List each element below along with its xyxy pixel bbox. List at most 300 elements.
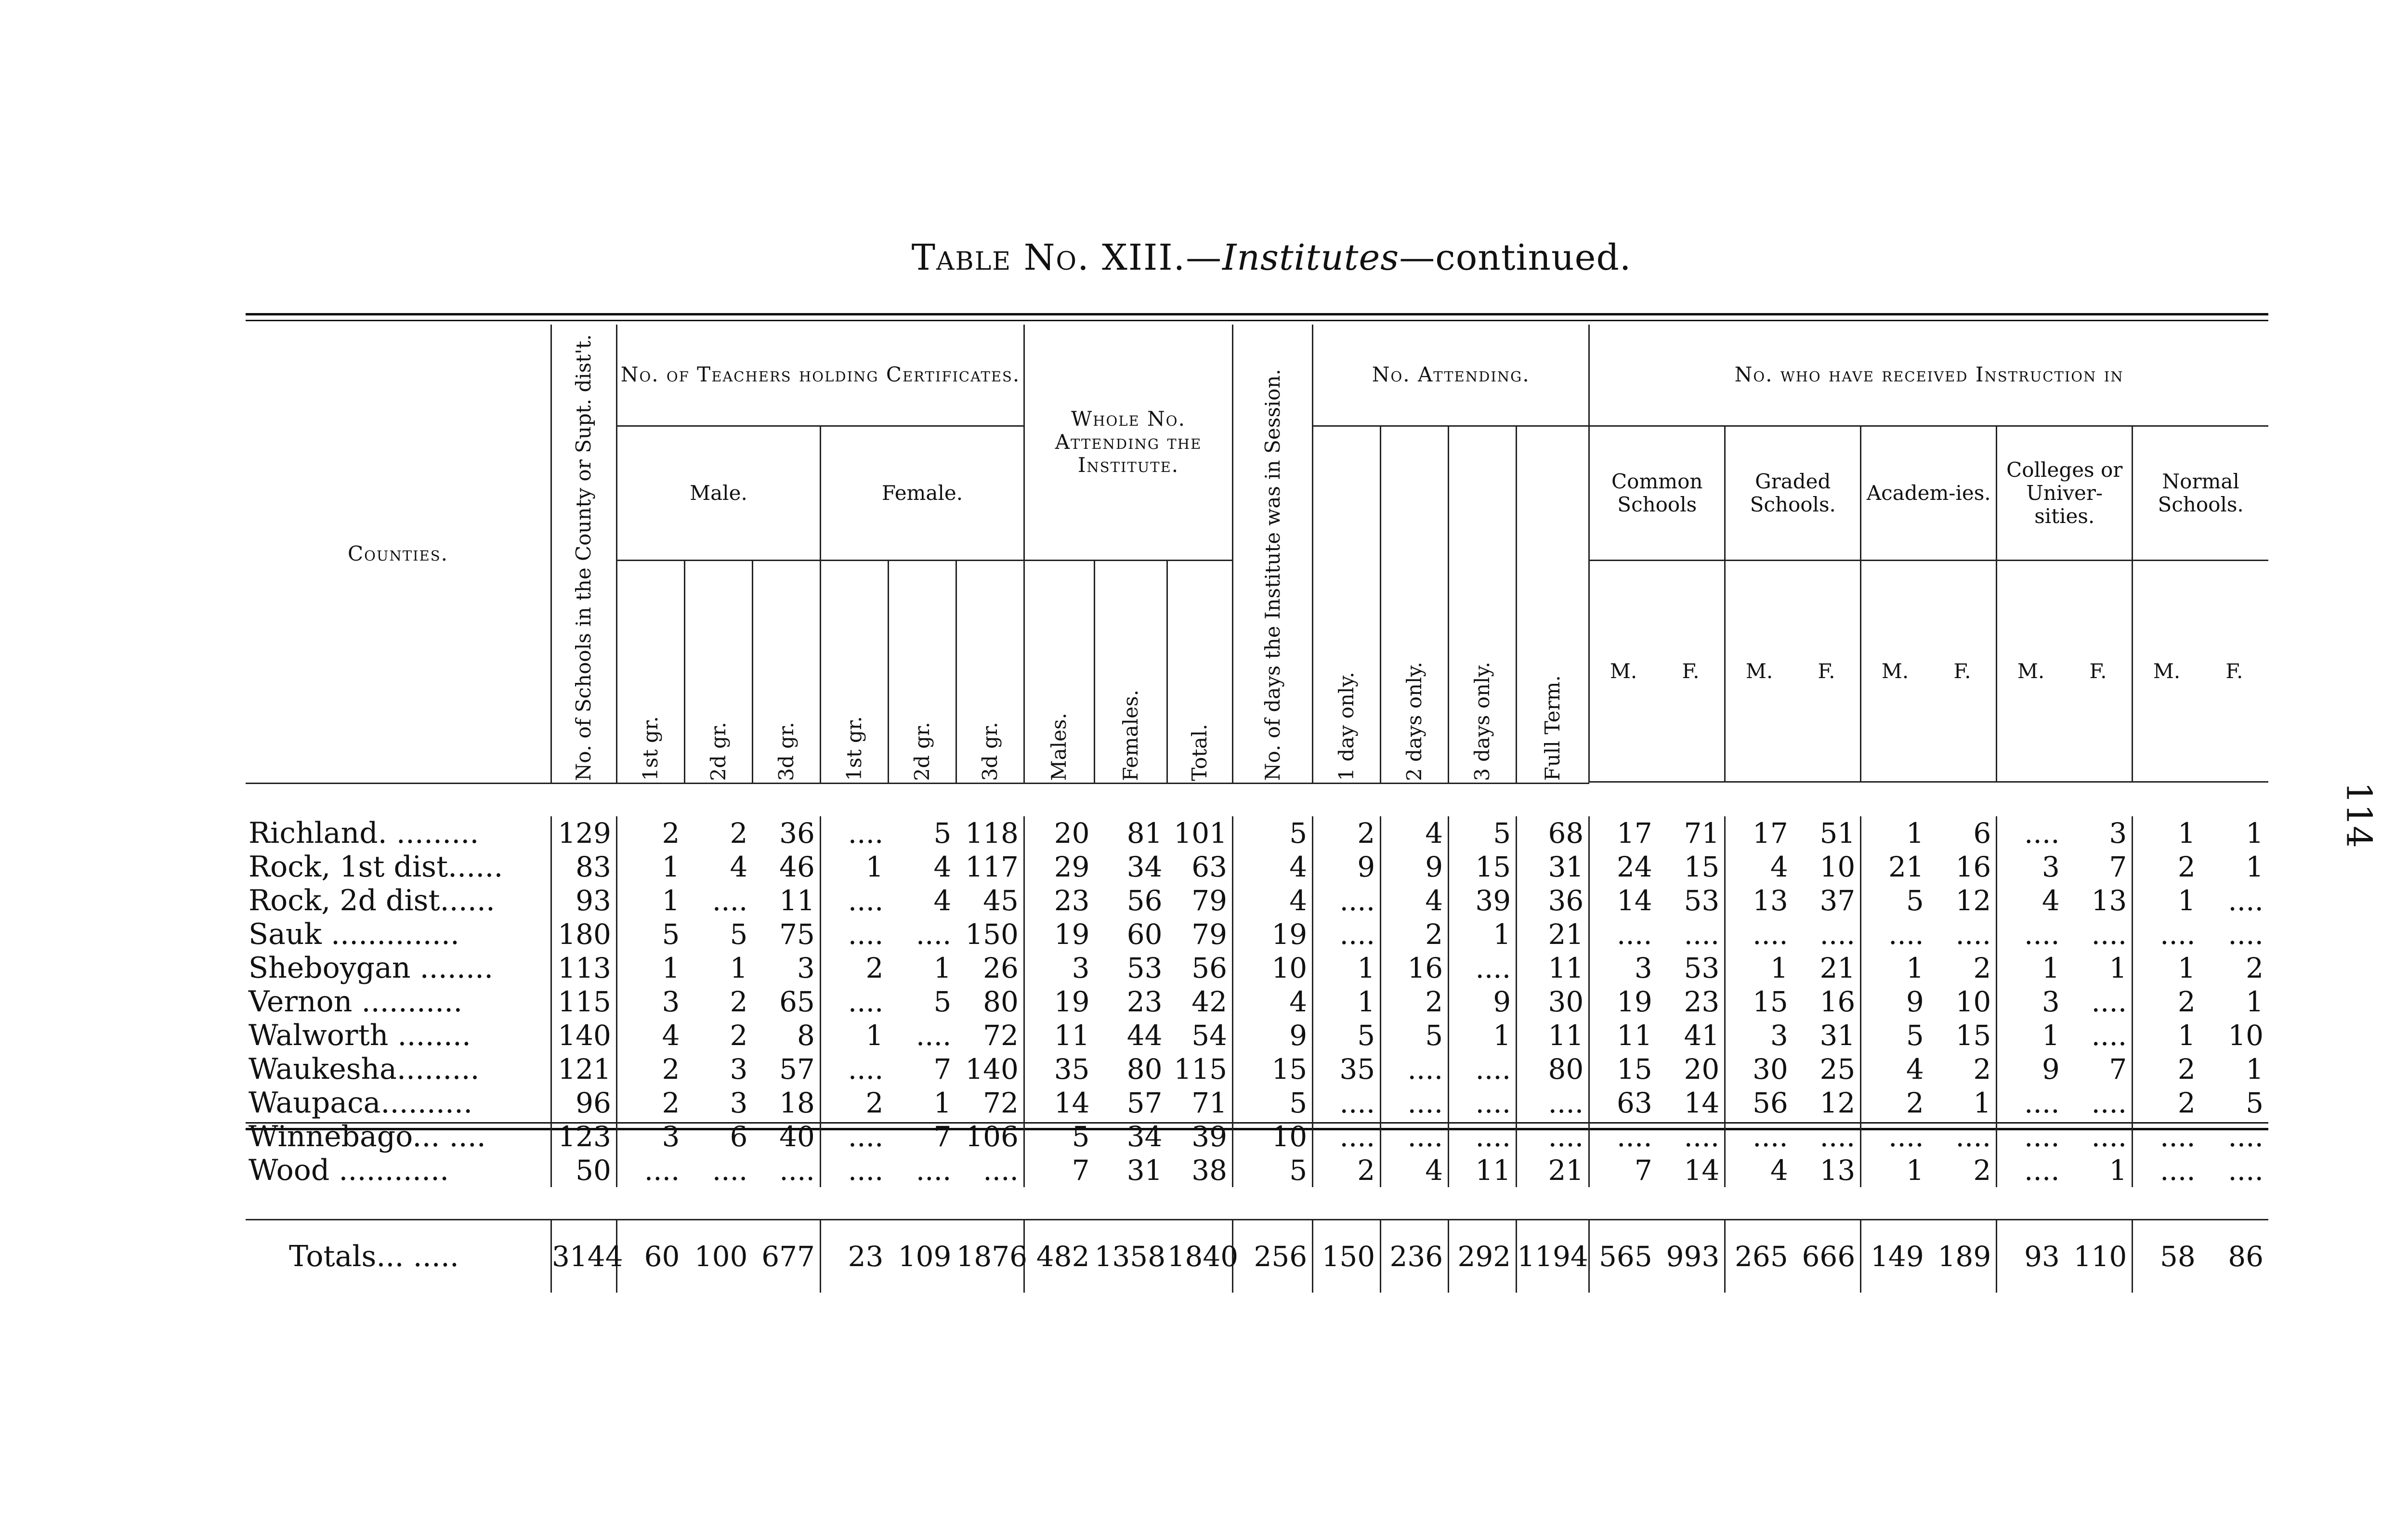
header-instruction-group: No. who have received Instruction in [1589, 325, 2268, 426]
cell-m1: 4 [616, 1019, 684, 1052]
cell-f2: 109 [888, 1220, 956, 1293]
cell-m3: 3 [797, 951, 815, 984]
cell-am: 149 [1861, 1220, 1929, 1293]
cell-d2: 5 [1381, 1019, 1449, 1052]
header-common-m: M. [1589, 561, 1657, 782]
cell-females: 34 [1126, 1120, 1163, 1153]
cell-um: 1 [1997, 951, 2065, 985]
cell-days: 5 [1233, 1086, 1313, 1120]
county-name: Winnebago... .... [249, 1119, 486, 1153]
cell-d2: 236 [1381, 1220, 1449, 1293]
cell-af: 15 [1955, 1019, 1991, 1052]
cell-um: 3 [1997, 985, 2065, 1019]
cell-schools: 93 [551, 884, 617, 917]
cell-cf: 41 [1684, 1019, 1720, 1052]
cell-f1: .... [820, 884, 888, 917]
cell-f1: 23 [820, 1220, 888, 1293]
cell-m2: 3 [730, 1086, 748, 1119]
cell-females: 57 [1126, 1086, 1163, 1119]
cell-full: 21 [1517, 917, 1589, 951]
page-number: 114 [2339, 782, 2380, 848]
cell-full: 68 [1517, 816, 1589, 850]
cell-full: 11 [1517, 951, 1589, 985]
cell-uf: .... [2091, 1019, 2127, 1052]
cell-schools: 3144 [551, 1220, 617, 1293]
table-row [246, 1086, 2268, 1120]
cell-cf: 23 [1684, 985, 1720, 1018]
header-normal-f: F. [2200, 561, 2268, 782]
table-row [246, 985, 2268, 1019]
cell-full: .... [1517, 1086, 1589, 1120]
county-name: Waupaca.......... [249, 1086, 473, 1120]
cell-females: 80 [1126, 1052, 1163, 1086]
header-graded-f: F. [1793, 561, 1861, 782]
cell-af: 2 [1973, 951, 1991, 984]
cell-cm: 7 [1589, 1153, 1657, 1187]
cell-uf: .... [2091, 1120, 2127, 1153]
cell-af: 16 [1955, 850, 1991, 883]
cell-gm: 56 [1725, 1086, 1793, 1120]
cell-schools: 50 [551, 1153, 617, 1187]
cell-af: 1 [1973, 1086, 1991, 1119]
header-colleges-m: M. [1997, 561, 2065, 782]
cell-uf: 13 [2091, 884, 2127, 917]
cell-af: 12 [1955, 884, 1991, 917]
cell-d2: .... [1381, 1086, 1449, 1120]
cell-schools: 121 [551, 1052, 617, 1086]
header-colleges-f: F. [2065, 561, 2133, 782]
header-days: No. of days the Institute was in Session. [1233, 325, 1313, 784]
cell-total: 42 [1191, 985, 1228, 1018]
cell-d3: .... [1449, 1086, 1517, 1120]
cell-nf: 1 [2246, 985, 2264, 1018]
cell-d1: .... [1313, 884, 1381, 917]
cell-am: .... [1861, 917, 1929, 951]
cell-cf: 20 [1684, 1052, 1720, 1086]
cell-males: 5 [1024, 1120, 1094, 1153]
cell-um: .... [1997, 816, 2065, 850]
cell-schools: 129 [551, 816, 617, 850]
cell-d1: 5 [1313, 1019, 1381, 1052]
county-name: Wood ............ [249, 1153, 449, 1187]
cell-nm: 1 [2133, 951, 2200, 985]
cell-gm: 17 [1725, 816, 1793, 850]
table-row [246, 850, 2268, 884]
cell-total: 56 [1191, 951, 1228, 984]
cell-females: 56 [1126, 884, 1163, 917]
cell-d2: 9 [1381, 850, 1449, 884]
header-attend-2days: 2 days only. [1381, 426, 1449, 784]
header-whole-group: Whole No. Attending the Institute. [1024, 325, 1232, 561]
cell-nf: 5 [2246, 1086, 2264, 1119]
cell-um: .... [1997, 1120, 2065, 1153]
cell-f2: 7 [933, 1052, 952, 1086]
cell-af: 189 [1929, 1220, 1997, 1293]
cell-gm: .... [1725, 1120, 1793, 1153]
cell-total: 115 [1174, 1052, 1228, 1086]
cell-cf: 53 [1684, 884, 1720, 917]
cell-cm: 3 [1589, 951, 1657, 985]
cell-full: 11 [1517, 1019, 1589, 1052]
cell-m3: 46 [779, 850, 815, 883]
cell-males: 20 [1024, 816, 1094, 850]
cell-uf: .... [2091, 1086, 2127, 1119]
cell-d2: 2 [1381, 985, 1449, 1019]
cell-males: 482 [1024, 1220, 1094, 1293]
cell-males: 7 [1024, 1153, 1094, 1187]
cell-cf: .... [1684, 917, 1720, 951]
header-teachers-group: No. of Teachers holding Certificates. [616, 325, 1024, 426]
cell-uf: 1 [2109, 1153, 2127, 1187]
cell-total: 39 [1191, 1120, 1228, 1153]
county-name: Sheboygan ........ [249, 951, 494, 985]
cell-nm: 1 [2133, 816, 2200, 850]
header-male-3d: 3d gr. [752, 561, 820, 784]
cell-d1: 9 [1313, 850, 1381, 884]
cell-nf: .... [2228, 1120, 2264, 1153]
cell-gf: 666 [1793, 1220, 1861, 1293]
cell-males: 14 [1024, 1086, 1094, 1120]
cell-females: 31 [1126, 1153, 1163, 1187]
cell-f3: 117 [965, 850, 1019, 883]
cell-days: 19 [1233, 917, 1313, 951]
header-graded-schools: Graded Schools. [1725, 426, 1861, 561]
cell-m1: 5 [616, 917, 684, 951]
cell-f3: 118 [965, 816, 1019, 850]
header-attend-1day: 1 day only. [1313, 426, 1381, 784]
cell-m1: 1 [616, 951, 684, 985]
cell-gm: .... [1725, 917, 1793, 951]
cell-days: 4 [1233, 884, 1313, 917]
cell-m1: 60 [616, 1220, 684, 1293]
cell-cm: .... [1589, 917, 1657, 951]
cell-uf: 110 [2065, 1220, 2133, 1293]
county-name: Waukesha......... [249, 1052, 480, 1086]
cell-f1: .... [820, 985, 888, 1019]
cell-f2: 5 [933, 985, 952, 1018]
cell-m3: 8 [797, 1019, 815, 1052]
cell-m1: 3 [616, 1120, 684, 1153]
cell-total: 101 [1174, 816, 1228, 850]
cell-d3: 1 [1449, 1019, 1517, 1052]
cell-m2: 100 [684, 1220, 752, 1293]
cell-f2: 1 [933, 951, 952, 984]
cell-af: 6 [1973, 816, 1991, 850]
cell-am: 21 [1861, 850, 1929, 884]
cell-cf: 14 [1684, 1086, 1720, 1119]
cell-gm: 1 [1725, 951, 1793, 985]
cell-am: 4 [1861, 1052, 1929, 1086]
cell-nf: 1 [2246, 850, 2264, 883]
cell-days: 5 [1233, 816, 1313, 850]
cell-days: 10 [1233, 1120, 1313, 1153]
cell-cf: .... [1684, 1120, 1720, 1153]
cell-days: 10 [1233, 951, 1313, 985]
cell-f2: .... [916, 917, 952, 951]
header-male-1st: 1st gr. [616, 561, 684, 784]
cell-schools: 96 [551, 1086, 617, 1120]
cell-m3: 36 [779, 816, 815, 850]
cell-nm: .... [2133, 1153, 2200, 1187]
cell-schools: 180 [551, 917, 617, 951]
cell-am: 9 [1861, 985, 1929, 1019]
cell-nm: 2 [2133, 1086, 2200, 1120]
cell-f2: 7 [933, 1120, 952, 1153]
cell-days: 5 [1233, 1153, 1313, 1187]
cell-total: 63 [1191, 850, 1228, 883]
cell-m2: 1 [730, 951, 748, 984]
cell-cf: 71 [1684, 816, 1720, 850]
header-counties: Counties. [246, 325, 551, 784]
cell-nm: .... [2133, 917, 2200, 951]
cell-d1: .... [1313, 1086, 1381, 1120]
cell-f3: 26 [983, 951, 1019, 984]
cell-nf: 86 [2200, 1220, 2268, 1293]
table-row [246, 884, 2268, 917]
cell-full: 30 [1517, 985, 1589, 1019]
cell-d2: 2 [1381, 917, 1449, 951]
header-schools: No. of Schools in the County or Supt. dist't. [551, 325, 617, 784]
table-row [246, 1120, 2268, 1153]
cell-full: 21 [1517, 1153, 1589, 1187]
cell-d1: .... [1313, 1120, 1381, 1153]
cell-m2: 2 [730, 1019, 748, 1052]
cell-total: 71 [1191, 1086, 1228, 1119]
cell-females: 60 [1126, 917, 1163, 951]
cell-d3: 11 [1449, 1153, 1517, 1187]
cell-m2: 6 [730, 1120, 748, 1153]
cell-schools: 83 [551, 850, 617, 884]
cell-gm: 30 [1725, 1052, 1793, 1086]
cell-m2: .... [712, 1153, 748, 1187]
title-tail: —continued. [1399, 237, 1632, 278]
cell-nm: 1 [2133, 1019, 2200, 1052]
cell-gm: 265 [1725, 1220, 1793, 1293]
cell-gf: 37 [1819, 884, 1856, 917]
cell-cf: 993 [1657, 1220, 1725, 1293]
cell-males: 35 [1024, 1052, 1094, 1086]
cell-gf: 10 [1819, 850, 1856, 883]
cell-d3: 292 [1449, 1220, 1517, 1293]
cell-cf: 15 [1684, 850, 1720, 883]
cell-cm: 17 [1589, 816, 1657, 850]
table-row [246, 816, 2268, 850]
cell-um: 3 [1997, 850, 2065, 884]
header-whole-females: Females. [1095, 561, 1167, 784]
cell-nf: .... [2228, 1153, 2264, 1187]
cell-m1: 3 [616, 985, 684, 1019]
cell-f1: 2 [820, 951, 888, 985]
top-double-rule-2 [246, 320, 2268, 321]
cell-d2: 4 [1381, 1153, 1449, 1187]
cell-nf: 1 [2246, 1052, 2264, 1086]
cell-cm: 15 [1589, 1052, 1657, 1086]
cell-um: 9 [1997, 1052, 2065, 1086]
cell-schools: 140 [551, 1019, 617, 1052]
header-academies: Academ-ies. [1861, 426, 1997, 561]
cell-males: 23 [1024, 884, 1094, 917]
cell-cm: 565 [1589, 1220, 1657, 1293]
cell-m1: 1 [616, 884, 684, 917]
cell-d1: 2 [1313, 816, 1381, 850]
header-male-2d: 2d gr. [684, 561, 752, 784]
cell-males: 29 [1024, 850, 1094, 884]
cell-um: 4 [1997, 884, 2065, 917]
header-male: Male. [616, 426, 820, 561]
cell-f3: 150 [965, 917, 1019, 951]
cell-m2: 4 [730, 850, 748, 883]
cell-gm: 3 [1725, 1019, 1793, 1052]
cell-schools: 115 [551, 985, 617, 1019]
cell-gf: .... [1819, 1120, 1856, 1153]
header-female: Female. [820, 426, 1024, 561]
cell-um: 93 [1997, 1220, 2065, 1293]
cell-females: 53 [1126, 951, 1163, 984]
cell-d1: 1 [1313, 951, 1381, 985]
cell-full: 36 [1517, 884, 1589, 917]
cell-f1: .... [820, 1120, 888, 1153]
cell-cm: 24 [1589, 850, 1657, 884]
cell-f3: 72 [983, 1086, 1019, 1119]
cell-cm: 19 [1589, 985, 1657, 1019]
cell-m1: 2 [616, 816, 684, 850]
cell-f2: 1 [933, 1086, 952, 1119]
cell-d3: .... [1449, 951, 1517, 985]
cell-am: 5 [1861, 884, 1929, 917]
header-common-schools: Common Schools [1589, 426, 1725, 561]
cell-cm: 11 [1589, 1019, 1657, 1052]
cell-uf: 7 [2109, 1052, 2127, 1086]
cell-f2: .... [916, 1019, 952, 1052]
cell-nm: 1 [2133, 884, 2200, 917]
top-double-rule-1 [246, 313, 2268, 315]
header-whole-total: Total. [1167, 561, 1233, 784]
cell-f2: .... [916, 1153, 952, 1187]
cell-f1: 2 [820, 1086, 888, 1120]
cell-m2: 5 [730, 917, 748, 951]
cell-nf: 10 [2228, 1019, 2264, 1052]
cell-cf: 53 [1684, 951, 1720, 984]
cell-total: 38 [1191, 1153, 1228, 1187]
cell-m3: 65 [779, 985, 815, 1018]
header-academies-m: M. [1861, 561, 1929, 782]
cell-days: 256 [1233, 1220, 1313, 1293]
cell-d1: 1 [1313, 985, 1381, 1019]
cell-f1: .... [820, 1153, 888, 1187]
cell-m3: 75 [779, 917, 815, 951]
cell-am: 1 [1861, 816, 1929, 850]
cell-am: 1 [1861, 951, 1929, 985]
cell-f1: 1 [820, 1019, 888, 1052]
cell-cf: 14 [1684, 1153, 1720, 1187]
page-title [0, 237, 2408, 278]
county-name: Sauk .............. [249, 917, 459, 951]
cell-af: 2 [1973, 1153, 1991, 1187]
cell-m3: .... [779, 1153, 815, 1187]
header-common-f: F. [1657, 561, 1725, 782]
cell-d3: .... [1449, 1120, 1517, 1153]
cell-d2: 16 [1381, 951, 1449, 985]
header-attend-3days: 3 days only. [1449, 426, 1517, 784]
cell-um: .... [1997, 1086, 2065, 1120]
cell-af: 2 [1973, 1052, 1991, 1086]
cell-af: 10 [1955, 985, 1991, 1018]
cell-gm: 4 [1725, 850, 1793, 884]
cell-m3: 677 [752, 1220, 820, 1293]
cell-d2: .... [1381, 1120, 1449, 1153]
cell-d1: .... [1313, 917, 1381, 951]
cell-d3: .... [1449, 1052, 1517, 1086]
header-normal-schools: Normal Schools. [2133, 426, 2268, 561]
table-body [246, 784, 2268, 1293]
cell-d3: 1 [1449, 917, 1517, 951]
cell-uf: .... [2091, 985, 2127, 1018]
cell-gm: 4 [1725, 1153, 1793, 1187]
cell-gf: .... [1819, 917, 1856, 951]
cell-males: 19 [1024, 917, 1094, 951]
cell-f1: 1 [820, 850, 888, 884]
cell-females: 44 [1126, 1019, 1163, 1052]
cell-total: 1840 [1167, 1220, 1233, 1293]
header-normal-m: M. [2133, 561, 2200, 782]
cell-nf: 1 [2246, 816, 2264, 850]
cell-d3: 9 [1449, 985, 1517, 1019]
cell-females: 81 [1126, 816, 1163, 850]
cell-f3: 106 [965, 1120, 1019, 1153]
cell-total: 79 [1191, 884, 1228, 917]
cell-um: .... [1997, 1153, 2065, 1187]
cell-m1: 1 [616, 850, 684, 884]
table-row [246, 1153, 2268, 1187]
table-row [246, 917, 2268, 951]
cell-af: .... [1955, 1120, 1991, 1153]
cell-am: 1 [1861, 1153, 1929, 1187]
cell-am: .... [1861, 1120, 1929, 1153]
cell-schools: 113 [551, 951, 617, 985]
title-italic: Institutes [1222, 237, 1400, 278]
cell-am: 2 [1861, 1086, 1929, 1120]
cell-days: 4 [1233, 985, 1313, 1019]
cell-cm: .... [1589, 1120, 1657, 1153]
cell-gf: 51 [1819, 816, 1856, 850]
cell-gf: 12 [1819, 1086, 1856, 1119]
cell-f2: 4 [933, 850, 952, 883]
cell-nf: .... [2228, 917, 2264, 951]
cell-uf: 3 [2109, 816, 2127, 850]
cell-f3: 80 [983, 985, 1019, 1018]
cell-gf: 31 [1819, 1019, 1856, 1052]
header-female-1st: 1st gr. [820, 561, 888, 784]
county-name: Rock, 1st dist...... [249, 850, 503, 884]
cell-nm: 2 [2133, 850, 2200, 884]
cell-f3: 45 [983, 884, 1019, 917]
cell-am: 5 [1861, 1019, 1929, 1052]
cell-d2: 4 [1381, 816, 1449, 850]
cell-d1: 2 [1313, 1153, 1381, 1187]
cell-m1: .... [616, 1153, 684, 1187]
cell-males: 3 [1024, 951, 1094, 985]
cell-d2: .... [1381, 1052, 1449, 1086]
county-name: Walworth ........ [249, 1018, 471, 1052]
cell-full: .... [1517, 1120, 1589, 1153]
cell-m2: 3 [730, 1052, 748, 1086]
table-row [246, 1019, 2268, 1052]
header-academies-f: F. [1929, 561, 1997, 782]
cell-gf: 13 [1819, 1153, 1856, 1187]
cell-females: 34 [1126, 850, 1163, 883]
cell-nm: 58 [2133, 1220, 2200, 1293]
cell-f1: .... [820, 816, 888, 850]
